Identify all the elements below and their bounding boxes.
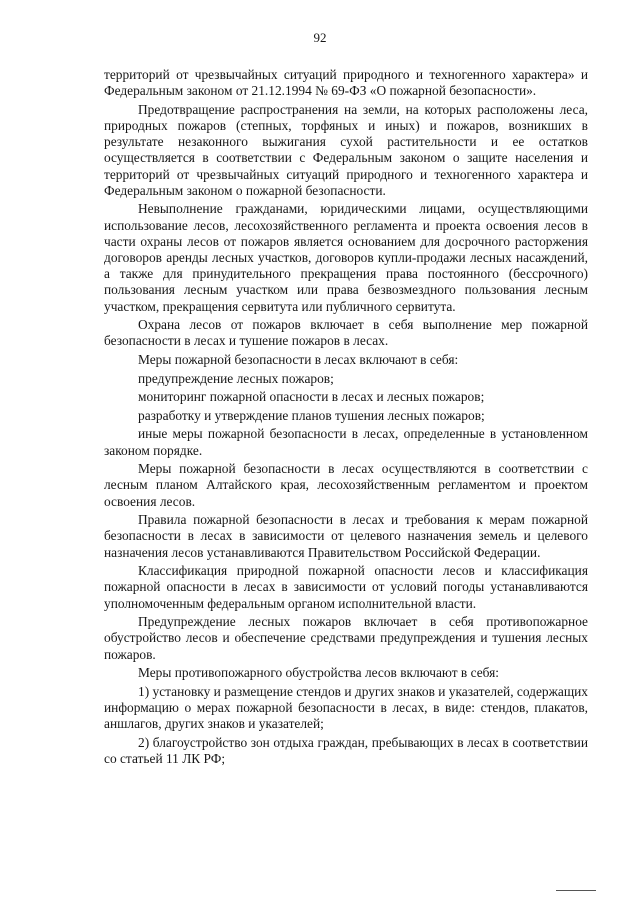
paragraph: территорий от чрезвычайных ситуаций природного и техногенного характера» и Федеральным законом от 21.12.1994 № 69-ФЗ «О пожарной безопасности». (104, 67, 588, 99)
paragraph: Меры пожарной безопасности в лесах осуществляются в соответствии с лесным планом Алтайского края, лесохозяйственным регламентом и проектом освоения лесов. (104, 461, 588, 509)
paragraph: Невыполнение гражданами, юридическими лицами, осуществляющими использование лесов, лесохозяйственного регламента и проекта освоения лесов в части охраны лесов от пожаров является основанием для досрочного расторжения договоров аренды лесных участков, договоров купли-продажи лесных насаждений, а также для принудительного прекращения права постоянного (бессрочного) пользования лесным участком или права безвозмездного пользования лесным участком, прекращения сервитута или публичного сервитута. (104, 201, 588, 314)
paragraph: Охрана лесов от пожаров включает в себя выполнение мер пожарной безопасности в лесах и тушение пожаров в лесах. (104, 317, 588, 349)
paragraph: иные меры пожарной безопасности в лесах, определенные в установленном законом порядке. (104, 426, 588, 458)
paragraph: Классификация природной пожарной опасности лесов и классификация пожарной опасности в лесах в зависимости от условий погоды устанавливаются уполномоченным федеральным органом исполнительной власти. (104, 563, 588, 611)
paragraph: 1) установку и размещение стендов и других знаков и указателей, содержащих информацию о мерах пожарной безопасности в лесах, в виде: стендов, плакатов, аншлагов, других знаков и указателей; (104, 683, 588, 732)
document-body (104, 67, 588, 770)
paragraph: Предотвращение распространения на земли, на которых расположены леса, природных пожаров (степных, торфяных и иных) и пожаров, возникших в результате незаконного выжигания сухой растительности и ее остатков осуществляется в соответствии с Федеральным законом о защите населения и территорий от чрезвычайных ситуаций природного и техногенного характера и Федеральным законом о пожарной безопасности. (104, 101, 588, 198)
paragraph: Предупреждение лесных пожаров включает в себя противопожарное обустройство лесов и обеспечение средствами предупреждения и тушения лесных пожаров. (104, 614, 588, 662)
list-item: разработку и утверждение планов тушения лесных пожаров; (138, 407, 485, 423)
list-item: предупреждение лесных пожаров; (138, 370, 334, 386)
footer-divider (556, 890, 596, 891)
paragraph: Правила пожарной безопасности в лесах и требования к мерам пожарной безопасности в лесах в зависимости от целевого назначения земель и целевого назначения лесов устанавливаются Правительством Российской Федерации. (104, 512, 588, 560)
paragraph: Меры противопожарного обустройства лесов включают в себя: (138, 665, 500, 681)
page-number: 92 (313, 30, 327, 45)
paragraph: Меры пожарной безопасности в лесах включают в себя: (138, 352, 459, 368)
paragraph: 2) благоустройство зон отдыха граждан, пребывающих в лесах в соответствии со статьей 11 ЛК РФ; (104, 734, 588, 766)
list-item: мониторинг пожарной опасности в лесах и лесных пожаров; (138, 389, 485, 405)
